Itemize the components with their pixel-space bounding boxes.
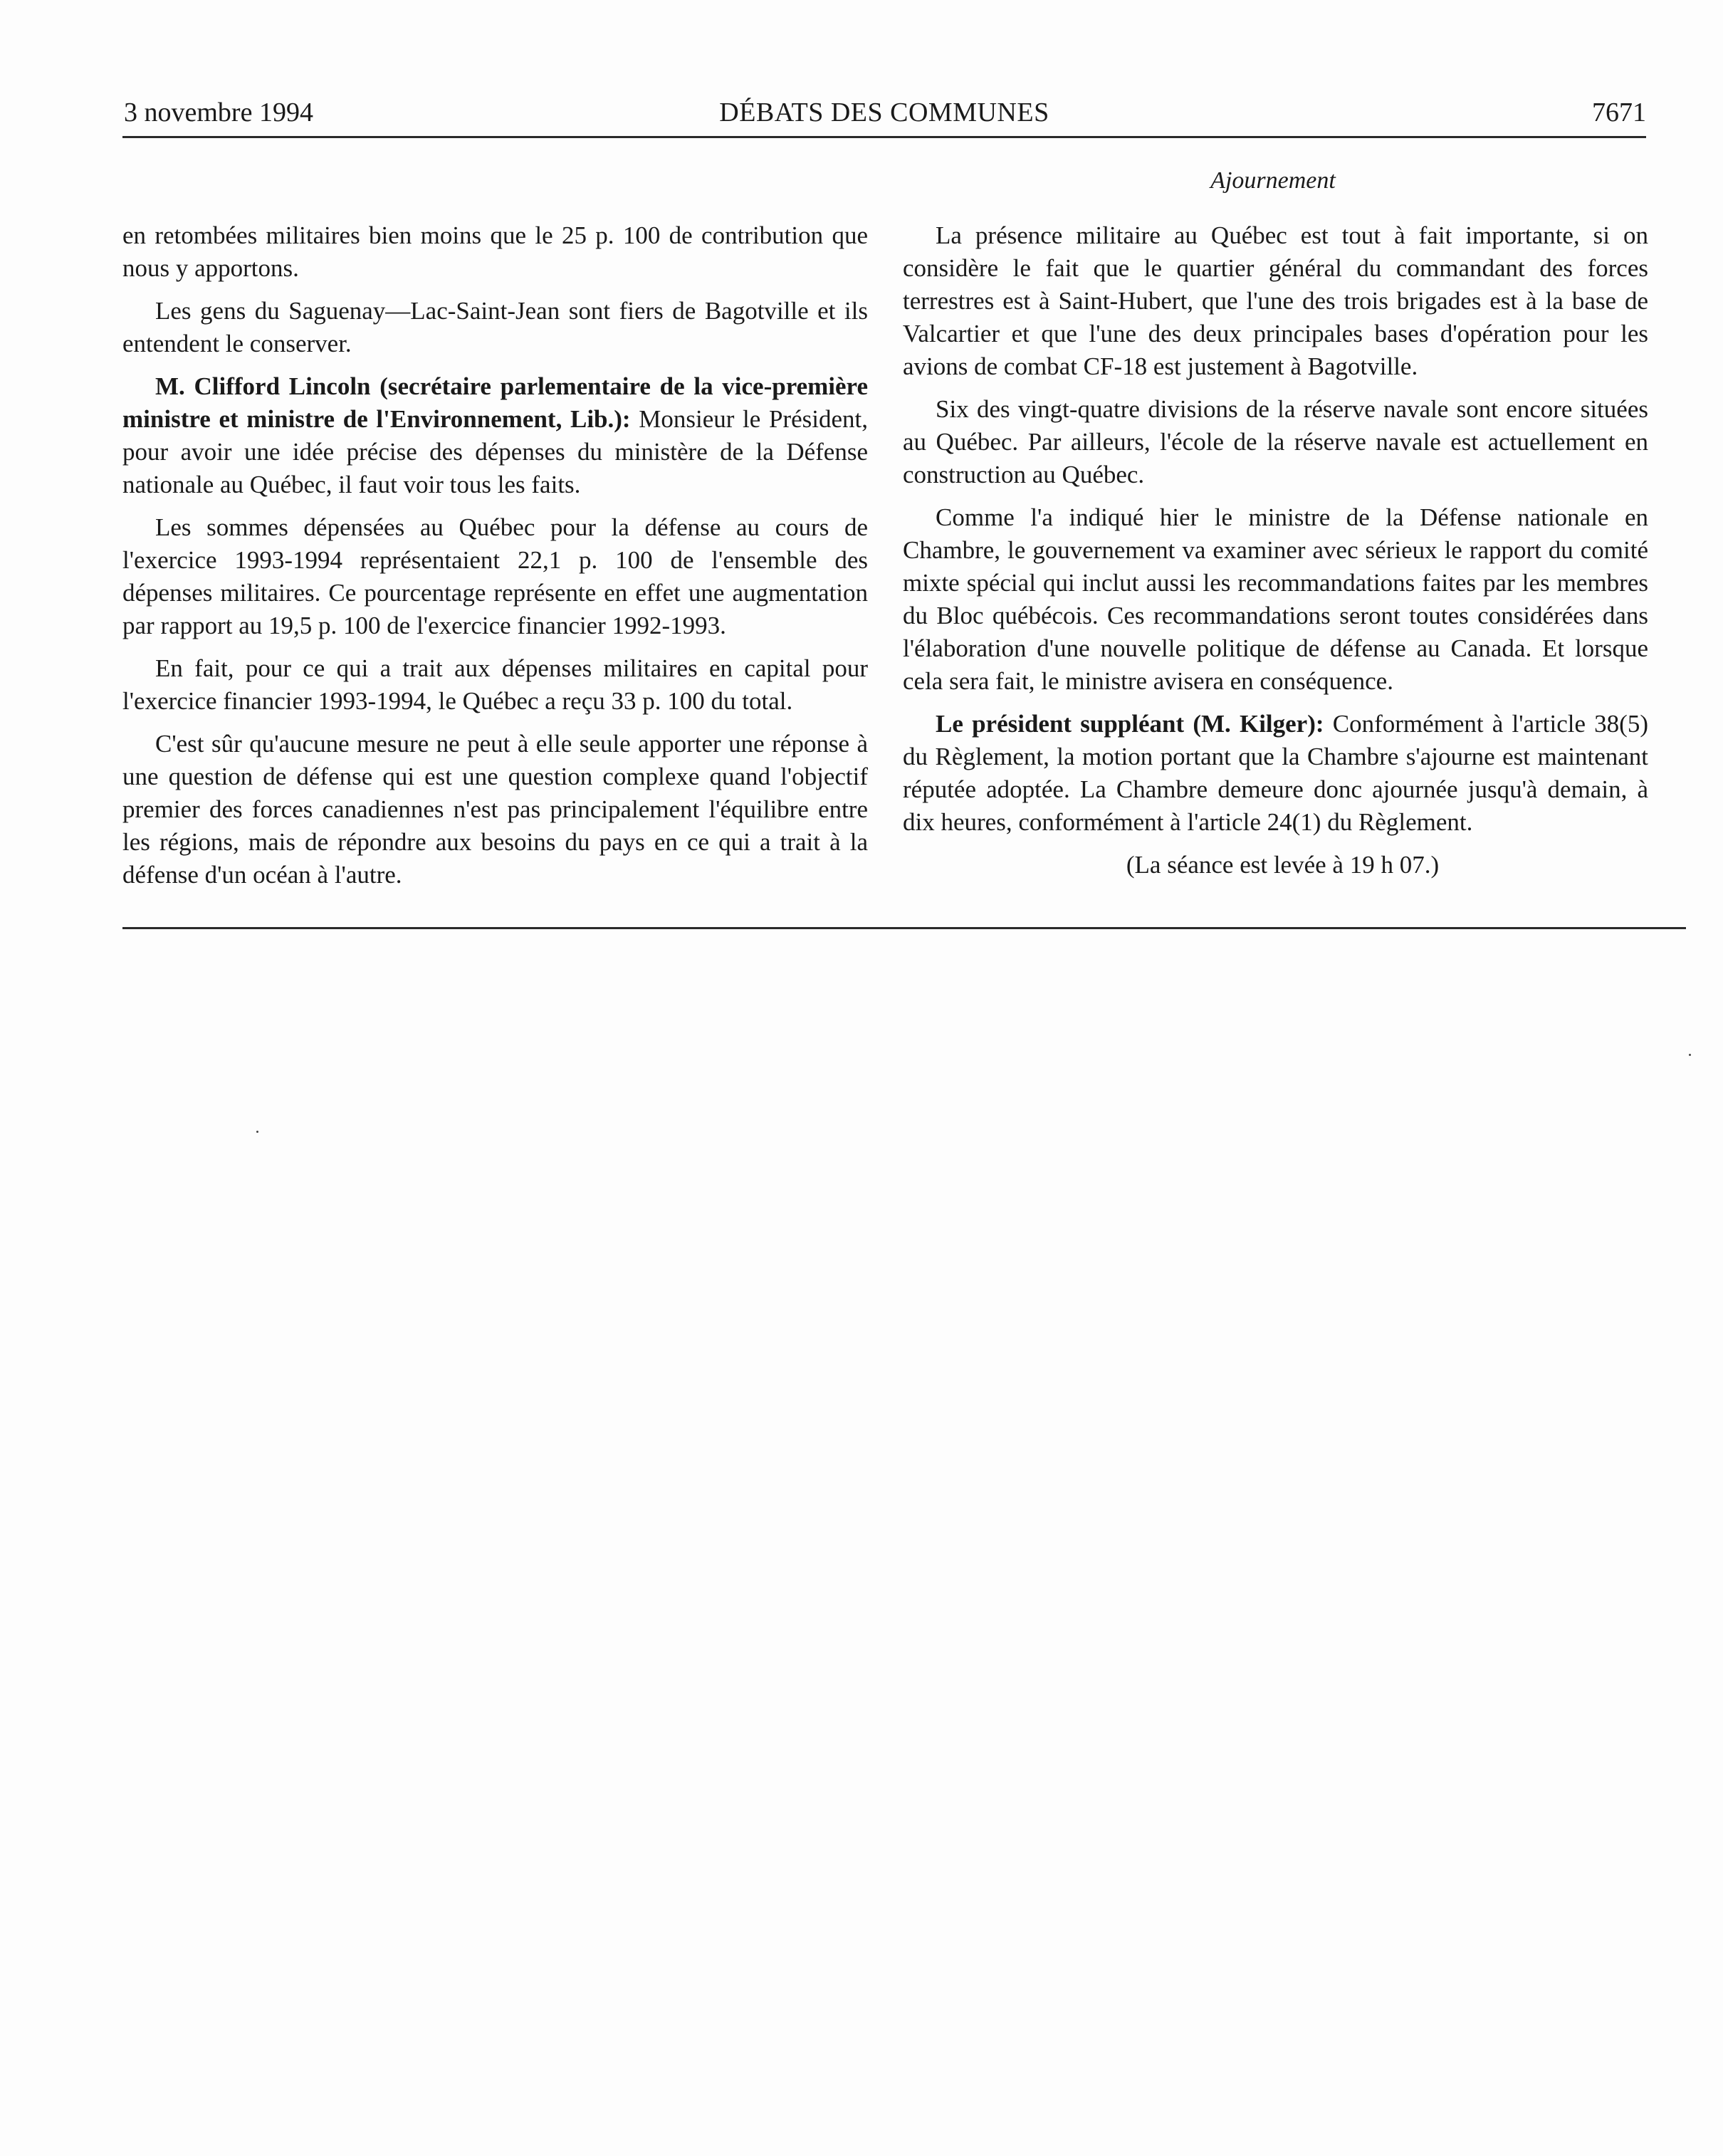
speech-text: Conformément à l'article 38(5) du Règlement, la motion portant que la Chambre s'ajourne est maintenant réputée adoptée. La Chambre demeure donc ajournée jusqu'à demain, à dix heures, conformément à l'article 24(1) du Règlement. bbox=[903, 710, 1648, 836]
section-label: Ajournement bbox=[1210, 167, 1336, 194]
right-column bbox=[903, 219, 1648, 891]
paragraph: Comme l'a indiqué hier le ministre de la Défense nationale en Chambre, le gouvernement va examiner avec sérieux le rapport du comité mixte spécial qui inclut aussi les recommandations faites par les membres du Bloc québécois. Ces recommandations seront toutes considérées dans l'élaboration d'une nouvelle politique de défense au Canada. Et lorsque cela sera fait, le ministre avisera en conséquence. bbox=[903, 503, 1648, 695]
header-title: DÉBATS DES COMMUNES bbox=[719, 98, 1049, 127]
adjournment-note: (La séance est levée à 19 h 07.) bbox=[1126, 851, 1440, 879]
paragraph: Six des vingt-quatre divisions de la réserve navale sont encore situées au Québec. Par ailleurs, l'école de la réserve navale est actuellement en construction au Québec. bbox=[903, 395, 1648, 488]
speaker-name: Le président suppléant (M. Kilger): bbox=[936, 710, 1324, 738]
bottom-rule bbox=[122, 927, 1686, 929]
page-number: 7671 bbox=[1592, 98, 1646, 127]
speech-paragraph bbox=[903, 708, 1648, 839]
paragraph: Les sommes dépensées au Québec pour la défense au cours de l'exercice 1993-1994 représentaient 22,1 p. 100 de l'ensemble des dépenses militaires. Ce pourcentage représente en effet une augmentation par rapport au 19,5 p. 100 de l'exercice financier 1992-1993. bbox=[122, 513, 868, 639]
paragraph: La présence militaire au Québec est tout à fait importante, si on considère le fait que le quartier général du commandant des forces terrestres est à Saint-Hubert, que l'une des trois brigades est à la base de Valcartier et que l'une des deux principales bases d'opération pour les avions de combat CF-18 est justement à Bagotville. bbox=[903, 221, 1648, 380]
page-header bbox=[122, 91, 1646, 134]
paragraph: en retombées militaires bien moins que le 25 p. 100 de contribution que nous y apportons. bbox=[122, 221, 868, 282]
header-date: 3 novembre 1994 bbox=[124, 98, 313, 127]
speaker-name: M. Clifford Lincoln (secrétaire parlementaire de la vice-première ministre et ministre de l'Environnement, Lib.): bbox=[122, 372, 868, 433]
header-rule bbox=[122, 136, 1646, 138]
speech-text: Monsieur le Président, pour avoir une idée précise des dépenses du ministère de la Défense nationale au Québec, il faut voir tous les faits. bbox=[122, 405, 868, 498]
paragraph: C'est sûr qu'aucune mesure ne peut à elle seule apporter une réponse à une question de défense qui est une question complexe quand l'objectif premier des forces canadiennes n'est pas principalement l'équilibre entre les régions, mais de répondre aux besoins du pays en ce qui a trait à la défense d'un océan à l'autre. bbox=[122, 730, 868, 889]
speech-paragraph bbox=[122, 370, 868, 501]
paragraph: Les gens du Saguenay—Lac-Saint-Jean sont fiers de Bagotville et ils entendent le conserver. bbox=[122, 297, 868, 357]
paragraph: En fait, pour ce qui a trait aux dépenses militaires en capital pour l'exercice financier 1993-1994, le Québec a reçu 33 p. 100 du total. bbox=[122, 654, 868, 715]
scan-speck bbox=[1689, 1054, 1691, 1056]
scan-speck bbox=[256, 1131, 258, 1133]
left-column bbox=[122, 219, 868, 901]
